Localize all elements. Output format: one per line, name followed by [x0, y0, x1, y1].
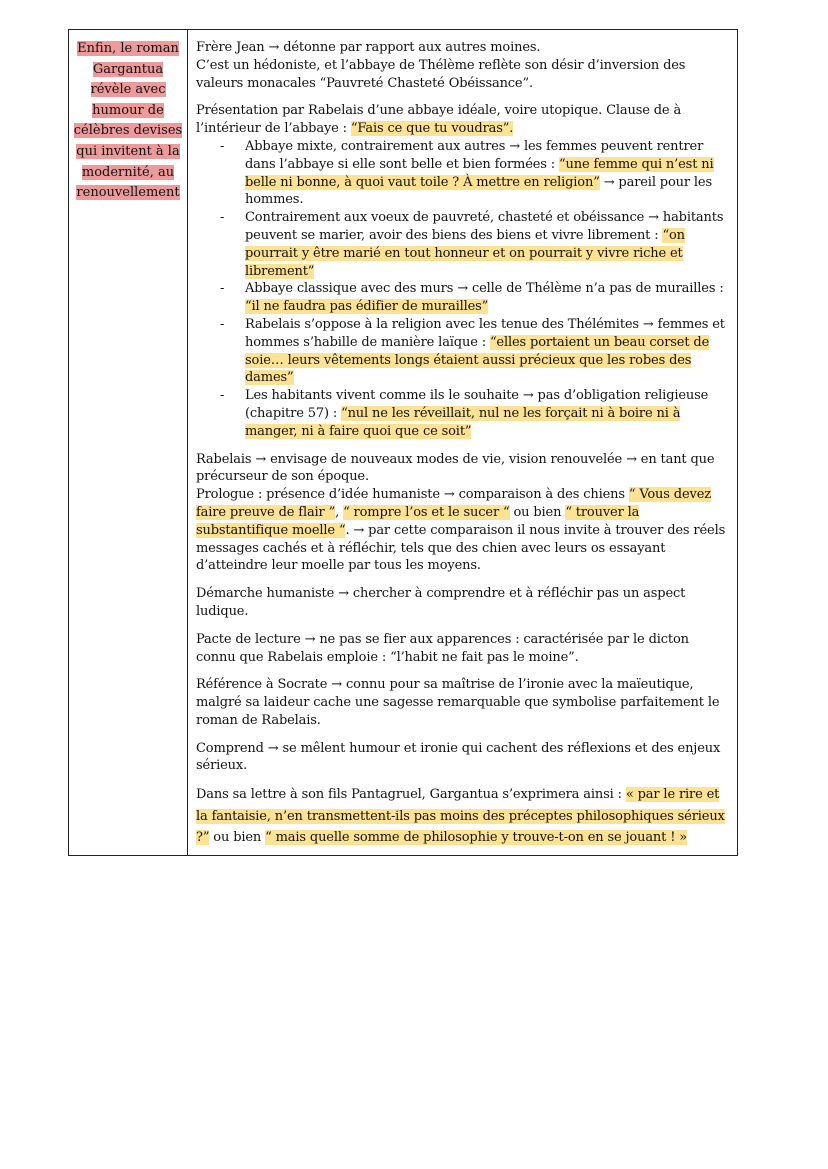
bullet-text: Rabelais s’oppose à la religion avec les tenue des Thélémites → femmes et hommes s’habille de manière laïque : [245, 316, 725, 350]
bullet-quote: “elles portaient un beau corset de soie… leurs vêtements longs étaient aussi précieux que les robes des dames” [245, 334, 710, 386]
lettre-text: Dans sa lettre à son fils Pantagruel, Gargantua s’exprimera ainsi : [196, 787, 626, 803]
paragraph-frere-jean [196, 39, 730, 92]
presentation-text: Présentation par Rabelais d’une abbaye idéale, voire utopique. Clause de à l’intérieur de l’abbaye : [196, 103, 682, 137]
bullet-text: Abbaye mixte, contrairement aux autres → les femmes peuvent rentrer dans l’abbaye si elle sont belle et bien formées : [245, 138, 704, 172]
prologue-quote-moelle: “ trouver la substantifique moelle “ [196, 504, 640, 538]
prologue-sep: ou bien [509, 504, 566, 520]
paragraph-lettre [196, 784, 730, 849]
bullet-quote: “une femme qui n’est ni belle ni bonne, à quoi vaut toile ? À mettre en religion” [245, 156, 714, 190]
paragraph-presentation [196, 102, 730, 138]
list-item [245, 138, 730, 209]
list-item [245, 280, 730, 316]
prologue-quote-flair: “ Vous devez faire preuve de flair ” [196, 487, 711, 520]
paragraph-demarche: Démarche humaniste → chercher à comprendre et à réfléchir pas un aspect ludique. [196, 586, 686, 619]
paragraph-pacte: Pacte de lecture → ne pas se fier aux apparences : caractérisée par le dicton connu que Rabelais emploie : “l’habit ne fait pas le moine”. [196, 631, 689, 665]
frere-jean-line: Frère Jean → détonne par rapport aux autres moines. [196, 40, 541, 55]
abbaye-bullet-list [196, 138, 730, 441]
prologue-sep: , [335, 504, 344, 520]
prologue-quote-os: “ rompre l’os et le sucer “ [343, 504, 510, 520]
lettre-sep: ou bien [209, 830, 266, 846]
side-note-wrap [73, 39, 183, 204]
bullet-after: → pareil pour les hommes. [245, 174, 712, 208]
bullet-quote: “on pourrait y être marié en tout honneur et on pourrait y vivre riche et librement” [245, 227, 685, 279]
main-column [188, 30, 737, 855]
paragraph-socrate: Référence à Socrate → connu pour sa maîtrise de l’ironie avec la maïeutique, malgré sa laideur cache une sagesse remarquable que symbolise parfaitement le roman de Rabelais. [196, 677, 720, 728]
list-item [245, 387, 730, 440]
list-item [245, 316, 730, 387]
paragraph-rabelais [196, 451, 730, 576]
side-note: Enfin, le roman Gargantua révèle avec humour de célèbres devises qui invitent à la modernité, au renouvellement [73, 41, 183, 201]
side-column [69, 30, 188, 855]
bullet-quote: “il ne faudra pas édifier de murailles” [245, 299, 489, 315]
bullet-text: Abbaye classique avec des murs → celle de Thélème n’a pas de murailles : [245, 281, 724, 297]
bullet-quote: “nul ne les réveillait, nul ne les forçait ni à boire ni à manger, ni à faire quoi que ce soit” [245, 405, 681, 439]
bullet-text: Les habitants vivent comme ils le souhaite → pas d’obligation religieuse (chapitre 57) : [245, 388, 709, 421]
prologue-rest: . → par cette comparaison il nous invite à trouver des réels messages cachés et à réfléchir, tels que des chien avec leurs os essayant d’atteindre leur moelle par tous les moyens. [196, 522, 726, 574]
hedoniste-line: C’est un hédoniste, et l’abbaye de Thélème reflète son désir d’inversion des valeurs monacales “Pauvreté Chasteté Obéissance”. [196, 57, 686, 91]
notes-table [68, 29, 738, 856]
lettre-quote-rire: « par le rire et la fantaisie, n’en transmettent-ils pas moins des préceptes philosophiques sérieux ?” [196, 787, 725, 846]
paragraph-comprend: Comprend → se mêlent humour et ironie qui cachent des réflexions et des enjeux sérieux. [196, 740, 721, 774]
clause-quote: “Fais ce que tu voudras”. [350, 121, 514, 137]
bullet-text: Contrairement aux voeux de pauvreté, chasteté et obéissance → habitants peuvent se marier, avoir des biens des biens et vivre librement : [245, 210, 724, 243]
rabelais-line: Rabelais → envisage de nouveaux modes de vie, vision renouvelée → en tant que précurseur de son époque. [196, 451, 715, 485]
prologue-text: Prologue : présence d’idée humaniste → comparaison à des chiens [196, 487, 629, 503]
list-item [245, 209, 730, 280]
lettre-quote-philosophie: “ mais quelle somme de philosophie y trouve-t-on en se jouant ! » [265, 830, 688, 846]
